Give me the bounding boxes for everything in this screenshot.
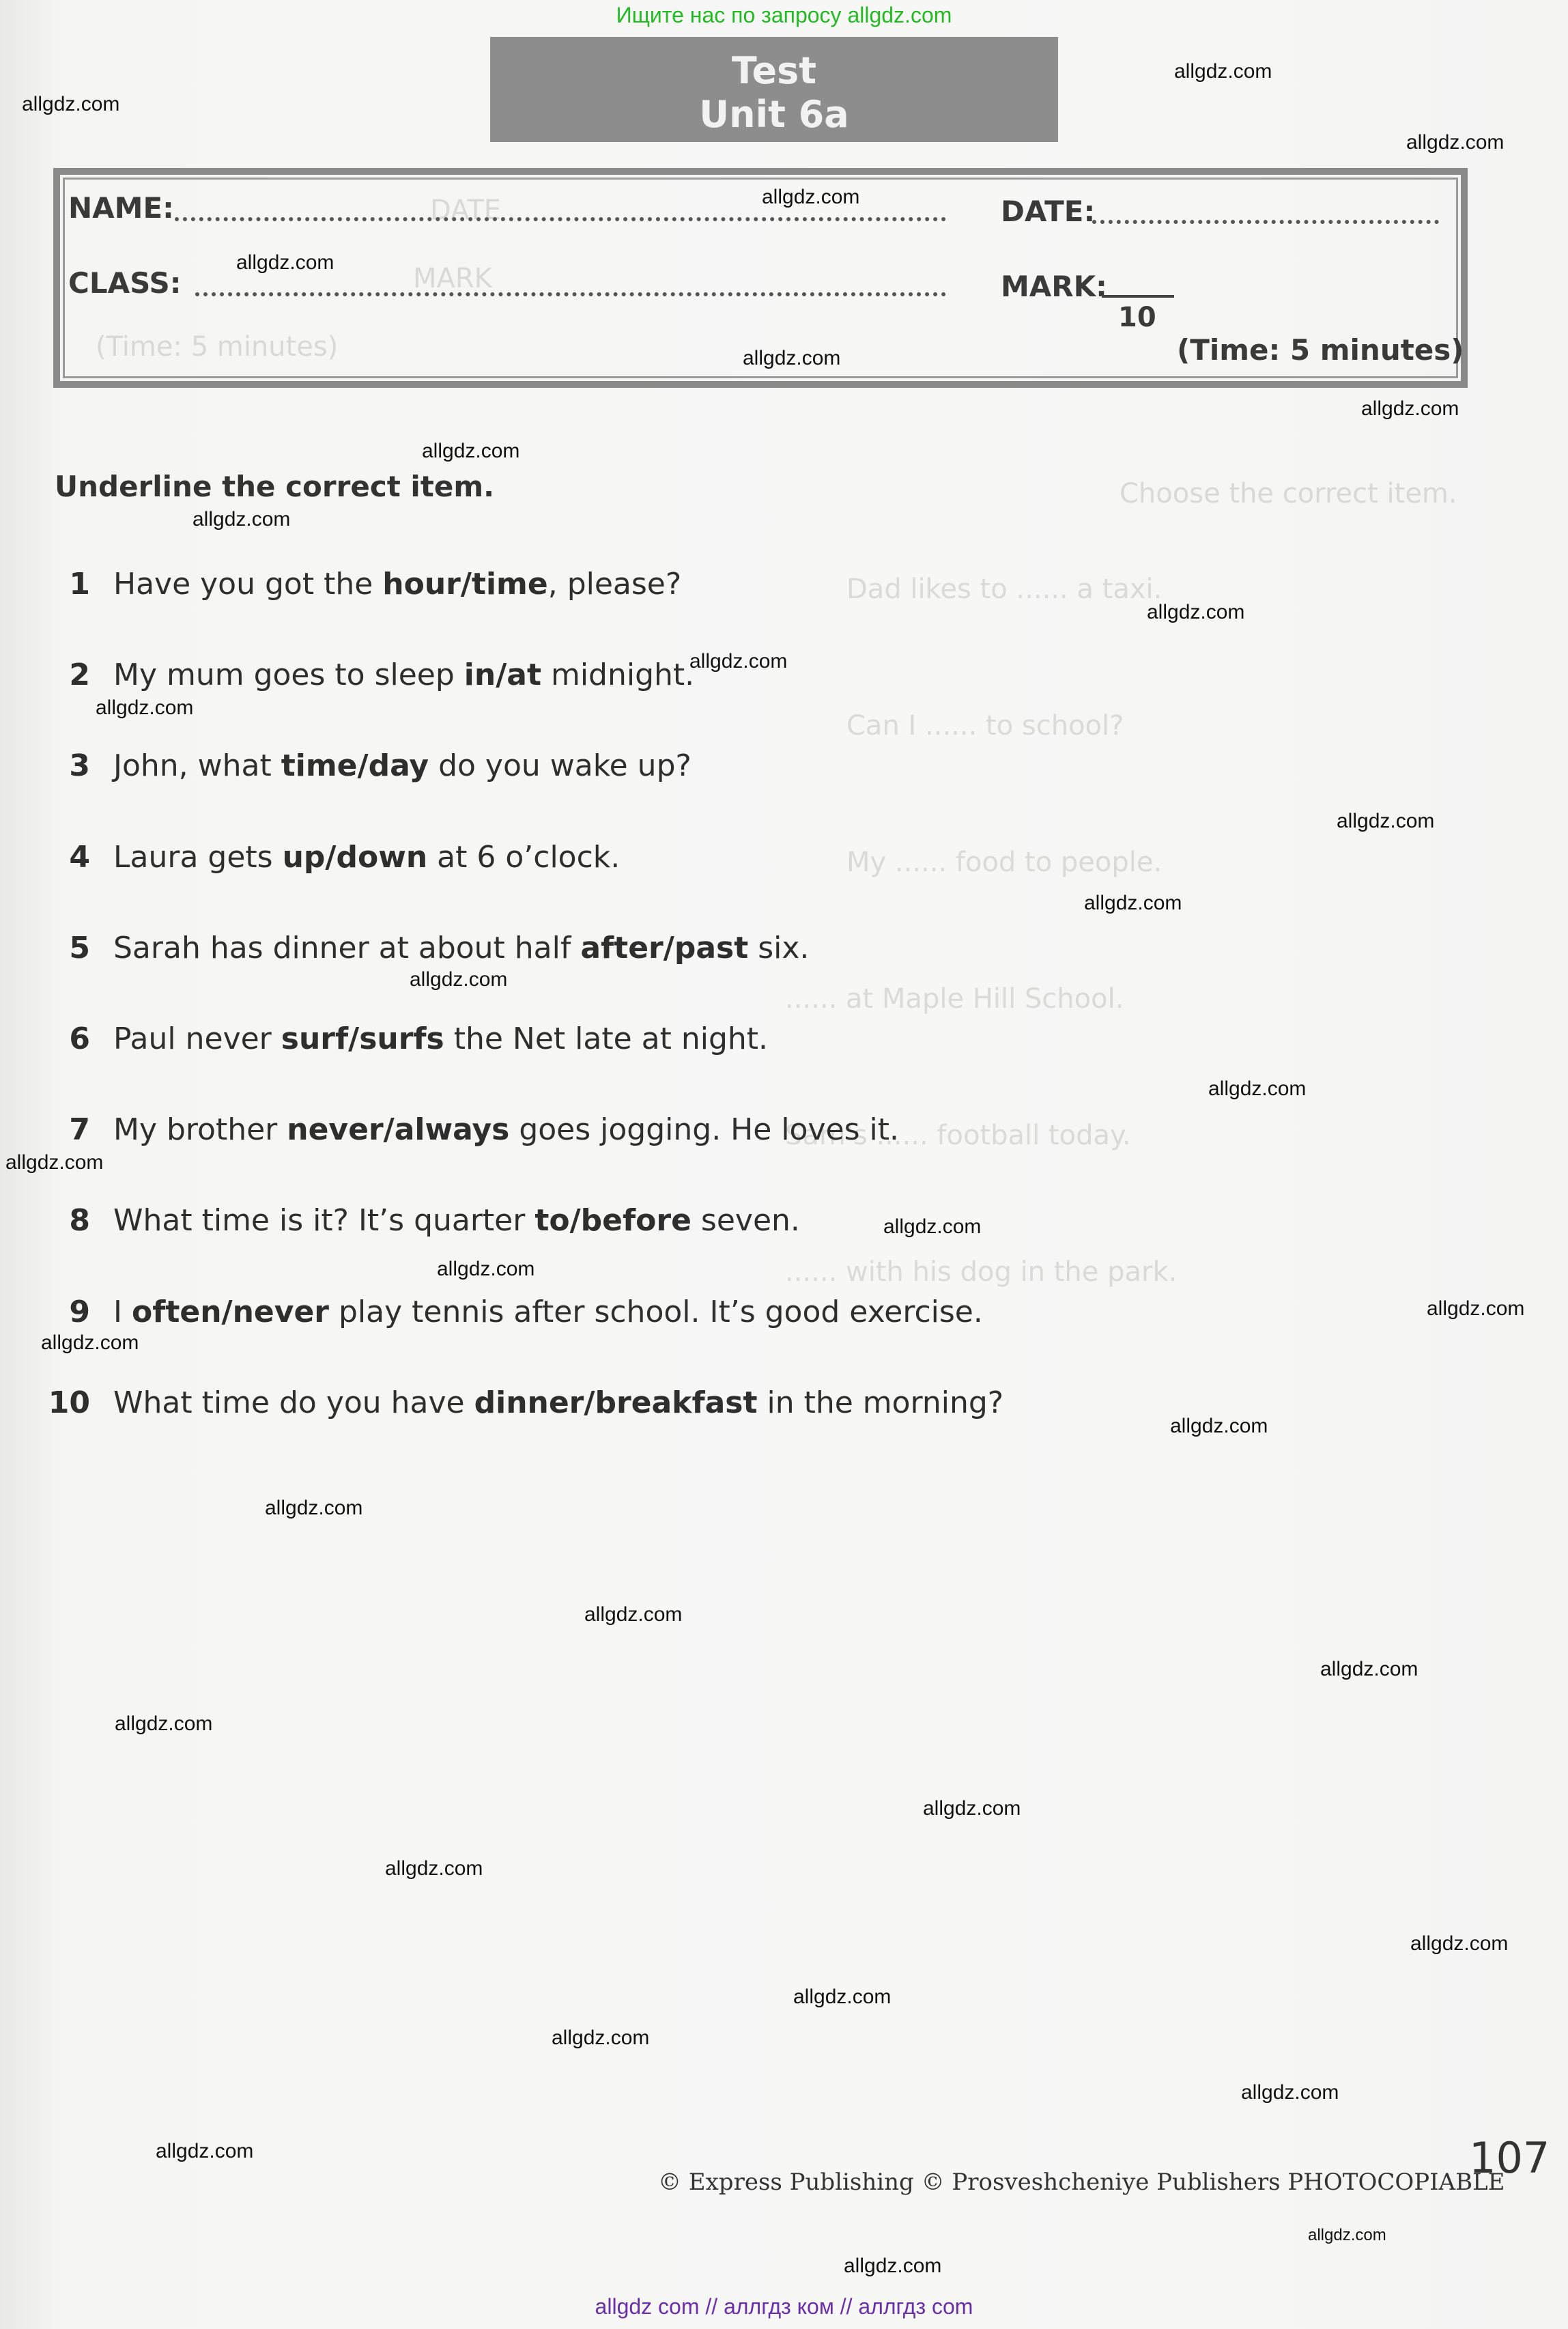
bleed-through-text: Choose the correct item. — [1120, 478, 1457, 509]
time-note: (Time: 5 minutes) — [1177, 333, 1464, 367]
question-number: 5 — [69, 931, 90, 965]
date-field[interactable] — [1092, 220, 1439, 224]
question-item — [41, 658, 694, 692]
watermark[interactable]: allgdz.com — [22, 93, 120, 115]
answer-options[interactable]: in/at — [464, 658, 541, 692]
question-item — [41, 840, 620, 875]
bleed-through-text: (Time: 5 minutes) — [96, 331, 339, 363]
question-item — [41, 567, 681, 602]
question-item — [41, 1112, 899, 1147]
copyright-footer: © Express Publishing © Prosveshcheniye Publishers PHOTOCOPIABLE — [658, 2169, 1505, 2196]
question-number: 8 — [69, 1203, 90, 1238]
mark-label: MARK: — [1001, 270, 1107, 303]
bottom-banner[interactable]: allgdz com // аллгдз ком // аллгдз com — [595, 2294, 973, 2319]
instruction: Underline the correct item. — [55, 470, 495, 503]
watermark[interactable]: allgdz.com — [96, 696, 194, 719]
question-text: John, what — [113, 748, 281, 783]
header-subtitle: Unit 6a — [699, 93, 849, 136]
question-item — [41, 1385, 1003, 1420]
name-field[interactable] — [175, 217, 946, 221]
bleed-through-text: My ...... food to people. — [846, 847, 1163, 878]
watermark[interactable]: allgdz.com — [41, 1331, 139, 1354]
bleed-through-text: Sam's ...... football today. — [785, 1120, 1131, 1151]
watermark[interactable]: allgdz.com — [743, 347, 841, 369]
watermark[interactable]: allgdz.com — [689, 650, 788, 673]
watermark[interactable]: allgdz.com — [923, 1797, 1021, 1820]
answer-options[interactable]: never/always — [287, 1112, 510, 1147]
answer-options[interactable]: to/before — [534, 1203, 692, 1238]
answer-options[interactable]: dinner/breakfast — [474, 1385, 758, 1420]
answer-options[interactable]: hour/time — [382, 567, 548, 602]
question-text: goes jogging. He loves it. — [509, 1112, 899, 1147]
question-text: My brother — [113, 1112, 287, 1147]
page-number: 107 — [1469, 2133, 1550, 2183]
watermark[interactable]: allgdz.com — [422, 440, 520, 462]
bleed-through-text: MARK — [413, 263, 492, 294]
question-number: 9 — [69, 1295, 90, 1329]
watermark[interactable]: allgdz.com — [1170, 1415, 1268, 1437]
bleed-through-text: DATE — [430, 195, 502, 226]
answer-options[interactable]: often/never — [131, 1295, 329, 1329]
watermark[interactable]: allgdz.com — [883, 1215, 982, 1238]
question-item — [41, 931, 809, 965]
watermark[interactable]: allgdz.com — [385, 1857, 483, 1880]
name-label: NAME: — [68, 191, 174, 225]
watermark[interactable]: allgdz.com — [1174, 60, 1272, 83]
date-label: DATE: — [1001, 195, 1096, 228]
watermark[interactable]: allgdz.com — [437, 1258, 535, 1280]
watermark[interactable]: allgdz.com — [5, 1151, 104, 1174]
class-label: CLASS: — [68, 266, 182, 300]
question-text: the Net late at night. — [444, 1021, 769, 1056]
header-title: Test — [731, 49, 817, 92]
question-number: 4 — [69, 840, 90, 875]
watermark[interactable]: allgdz.com — [1337, 810, 1435, 832]
watermark[interactable]: allgdz.com — [1410, 1932, 1509, 1955]
question-text: Laura gets — [113, 840, 283, 875]
question-item — [41, 1203, 800, 1238]
question-text: do you wake up? — [429, 748, 692, 783]
watermark[interactable]: allgdz.com — [1320, 1658, 1419, 1680]
question-text: What time is it? It’s quarter — [113, 1203, 535, 1238]
watermark[interactable]: allgdz.com — [1084, 892, 1182, 914]
question-number: 10 — [48, 1385, 90, 1420]
top-banner[interactable]: Ищите нас по запросу allgdz.com — [616, 3, 952, 27]
watermark[interactable]: allgdz.com — [236, 251, 334, 274]
answer-options[interactable]: time/day — [281, 748, 429, 783]
watermark[interactable]: allgdz.com — [193, 508, 291, 531]
question-text: My mum goes to sleep — [113, 658, 464, 692]
watermark[interactable]: allgdz.com — [265, 1497, 363, 1519]
question-text: midnight. — [541, 658, 695, 692]
watermark[interactable]: allgdz.com — [844, 2255, 942, 2277]
watermark[interactable]: allgdz.com — [1406, 131, 1505, 154]
question-item — [41, 1021, 768, 1056]
question-text: play tennis after school. It’s good exercise. — [329, 1295, 983, 1329]
mark-field[interactable] — [1102, 295, 1174, 298]
question-number: 2 — [69, 658, 90, 692]
bleed-through-text: ...... at Maple Hill School. — [785, 983, 1124, 1015]
watermark[interactable]: allgdz.com — [584, 1603, 683, 1626]
watermark[interactable]: allgdz.com — [762, 186, 860, 208]
watermark[interactable]: allgdz.com — [1427, 1297, 1525, 1320]
watermark[interactable]: allgdz.com — [1208, 1077, 1307, 1100]
watermark[interactable]: allgdz.com — [1241, 2081, 1339, 2104]
answer-options[interactable]: after/past — [580, 931, 749, 965]
question-text: at 6 o’clock. — [427, 840, 621, 875]
question-text: What time do you have — [113, 1385, 474, 1420]
question-number: 7 — [69, 1112, 90, 1147]
bleed-through-text: Can I ...... to school? — [846, 710, 1124, 742]
watermark[interactable]: allgdz.com — [410, 968, 508, 991]
question-number: 6 — [69, 1021, 90, 1056]
watermark[interactable]: allgdz.com — [1147, 601, 1245, 623]
question-item — [41, 1295, 983, 1329]
mark-denominator: 10 — [1118, 302, 1156, 333]
question-number: 1 — [69, 567, 90, 602]
question-text: Sarah has dinner at about half — [113, 931, 581, 965]
bleed-through-text: Dad likes to ...... a taxi. — [846, 574, 1163, 605]
watermark[interactable]: allgdz.com — [1308, 2226, 1386, 2244]
question-text: I — [113, 1295, 132, 1329]
class-field[interactable] — [195, 292, 946, 296]
question-text: seven. — [691, 1203, 800, 1238]
question-text: six. — [748, 931, 810, 965]
question-text: in the morning? — [757, 1385, 1004, 1420]
question-text: , please? — [547, 567, 682, 602]
test-header — [490, 37, 1058, 142]
question-number: 3 — [69, 748, 90, 783]
watermark[interactable]: allgdz.com — [1361, 397, 1459, 420]
watermark[interactable]: allgdz.com — [793, 1986, 892, 2008]
answer-options[interactable]: surf/surfs — [281, 1021, 444, 1056]
answer-options[interactable]: up/down — [282, 840, 428, 875]
watermark[interactable]: allgdz.com — [552, 2027, 650, 2049]
watermark[interactable]: allgdz.com — [115, 1712, 213, 1735]
bleed-through-text: ...... with his dog in the park. — [785, 1256, 1178, 1288]
watermark[interactable]: allgdz.com — [156, 2140, 254, 2162]
question-item — [41, 748, 692, 783]
question-text: Paul never — [113, 1021, 281, 1056]
question-text: Have you got the — [113, 567, 383, 602]
